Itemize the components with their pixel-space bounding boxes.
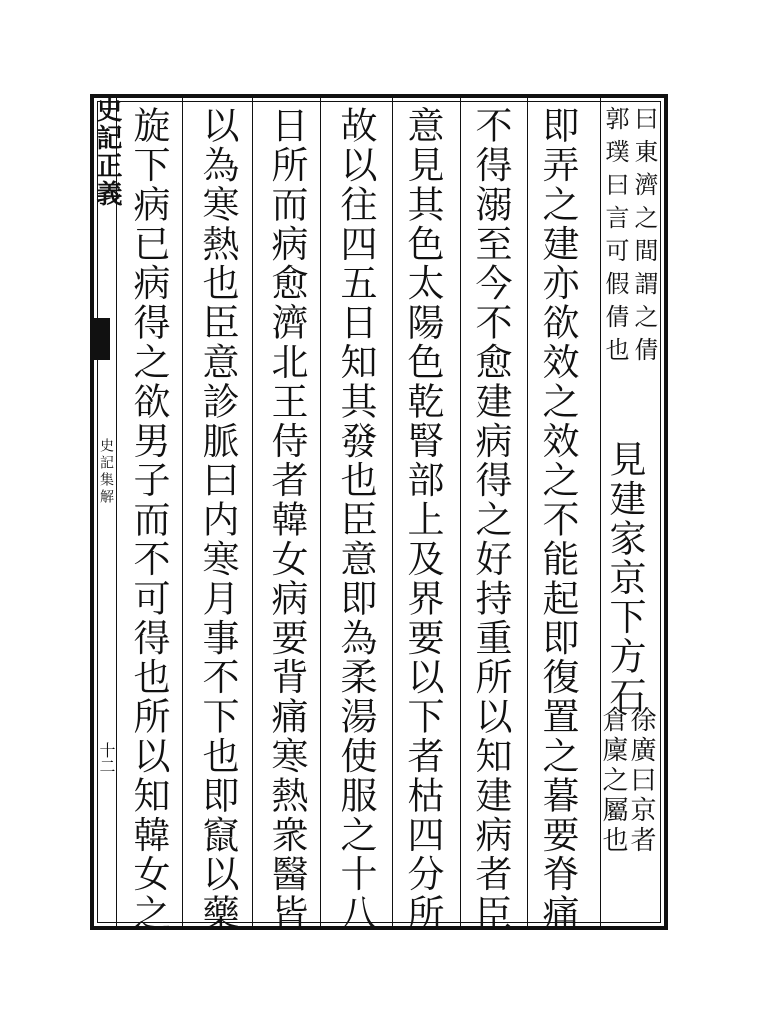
- annotation-column: 倉廩之屬也: [598, 706, 628, 856]
- text-column: 旋下病已病得之欲男子而不可得也所以知韓女之: [127, 106, 170, 934]
- column-rule: [392, 98, 393, 926]
- text-column: 意見其色太陽色乾腎部上及界要以下者枯四分所: [401, 106, 444, 934]
- text-column: 不得溺至今不愈建病得之好持重所以知建病者臣: [469, 106, 512, 934]
- text-column: 故以往四五日知其發也臣意即為柔湯使服之十八: [334, 106, 377, 934]
- margin-book-title: 史記正義: [92, 96, 122, 208]
- annotation-column: 徐廣曰京者: [626, 706, 656, 856]
- column-rule: [116, 98, 117, 926]
- text-column: 即弄之建亦欲效之效之不能起即復置之暮要脊痛: [536, 106, 579, 934]
- margin-page-number: 十二: [97, 742, 116, 774]
- annotation-column: 曰東濟之間謂之倩: [630, 106, 658, 370]
- page-border: [90, 94, 668, 930]
- text-column: 日所而病愈濟北王侍者韓女病要背痛寒熱衆醫皆: [265, 106, 308, 934]
- text-column: 以為寒熱也臣意診脈曰内寒月事不下也即竄以藥: [196, 106, 239, 934]
- column-rule: [460, 98, 461, 926]
- column-rule: [527, 98, 528, 926]
- column-rule: [182, 98, 183, 926]
- text-column: 見建家京下方石: [603, 440, 646, 716]
- column-rule: [252, 98, 253, 926]
- margin-source-title: 史記集解: [98, 438, 114, 506]
- annotation-column: 郭璞曰言可假倩也: [601, 106, 629, 370]
- column-rule: [320, 98, 321, 926]
- fishtail-mark: [92, 318, 110, 360]
